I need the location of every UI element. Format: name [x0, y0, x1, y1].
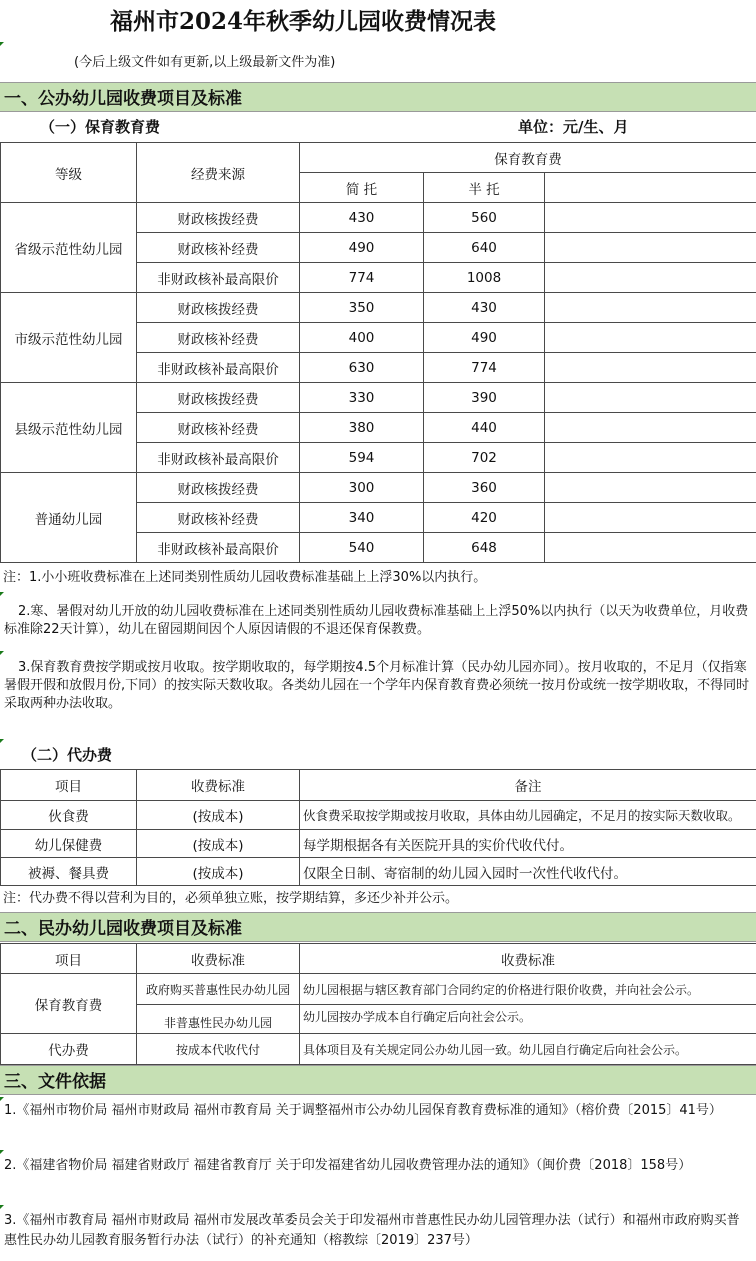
reference-1: 1.《福州市物价局 福州市财政局 福州市教育局 关于调整福州市公办幼儿园保育教育费标准的通知》（榕价费〔2015〕41号） — [4, 1103, 722, 1118]
simple-cell: 540 — [300, 533, 424, 563]
item-cell: 被褥、餐具费 — [1, 858, 137, 886]
half-cell: 648 — [424, 533, 545, 563]
item-cell: 伙食费 — [1, 801, 137, 830]
note-2: 2.寒、暑假对幼儿开放的幼儿园收费标准在上述同类别性质幼儿园收费标准基础上上浮50%以内执行（以天为收费单位，月收费标准除22天计算），幼儿在留园期间因个人原因请假的不退还保育保教费。 — [4, 604, 749, 637]
half-cell: 440 — [424, 413, 545, 443]
half-cell: 490 — [424, 323, 545, 353]
header-item: 项目 — [1, 770, 137, 801]
section2-heading: 二、民办幼儿园收费项目及标准 — [0, 912, 756, 942]
half-cell: 420 — [424, 503, 545, 533]
blank-cell — [545, 263, 756, 293]
half-cell: 640 — [424, 233, 545, 263]
standard-cell: 政府购买普惠性民办幼儿园 — [137, 974, 300, 1005]
blank-cell — [545, 473, 756, 503]
simple-cell: 350 — [300, 293, 424, 323]
header-simple: 简 托 — [300, 173, 424, 203]
item-cell: 保育教育费 — [1, 974, 137, 1034]
simple-cell: 430 — [300, 203, 424, 233]
half-cell: 390 — [424, 383, 545, 413]
simple-cell: 300 — [300, 473, 424, 503]
cell-marker — [0, 592, 4, 596]
private-fee-table — [0, 943, 756, 1065]
half-cell: 430 — [424, 293, 545, 323]
blank-cell — [545, 413, 756, 443]
header-fee: 收费标准 — [300, 944, 756, 974]
level-cell: 普通幼儿园 — [1, 473, 137, 563]
header-blank — [545, 173, 756, 203]
item-cell: 代办费 — [1, 1034, 137, 1065]
standard-cell: 按成本代收代付 — [137, 1034, 300, 1065]
header-source: 经费来源 — [137, 143, 300, 203]
source-cell: 财政核拨经费 — [137, 203, 300, 233]
note-1: 注：1.小小班收费标准在上述同类别性质幼儿园收费标准基础上上浮30%以内执行。 — [3, 570, 487, 585]
header-remark: 备注 — [300, 770, 756, 801]
unit-label: 单位：元/生、月 — [518, 118, 629, 136]
header-standard: 收费标准 — [137, 944, 300, 974]
half-cell: 560 — [424, 203, 545, 233]
source-cell: 财政核补经费 — [137, 413, 300, 443]
header-fee-group: 保育教育费 — [300, 143, 756, 173]
header-half: 半 托 — [424, 173, 545, 203]
simple-cell: 340 — [300, 503, 424, 533]
update-note: (今后上级文件如有更新,以上级最新文件为准) — [74, 55, 336, 70]
header-item: 项目 — [1, 944, 137, 974]
blank-cell — [545, 383, 756, 413]
agency-fee-table — [0, 769, 756, 886]
cell-marker — [0, 651, 4, 655]
standard-cell: 非普惠性民办幼儿园 — [137, 1005, 300, 1034]
level-cell: 县级示范性幼儿园 — [1, 383, 137, 473]
standard-cell: (按成本) — [137, 830, 300, 858]
cell-marker — [0, 42, 4, 46]
blank-cell — [545, 353, 756, 383]
remark-cell: 仅限全日制、寄宿制的幼儿园入园时一次性代收代付。 — [300, 858, 756, 886]
simple-cell: 630 — [300, 353, 424, 383]
remark-cell: 伙食费采取按学期或按月收取，具体由幼儿园确定，不足月的按实际天数收取。 — [300, 801, 756, 830]
source-cell: 财政核补经费 — [137, 233, 300, 263]
half-cell: 360 — [424, 473, 545, 503]
header-level: 等级 — [1, 143, 137, 203]
blank-cell — [545, 203, 756, 233]
source-cell: 非财政核补最高限价 — [137, 443, 300, 473]
fee-cell: 幼儿园根据与辖区教育部门合同约定的价格进行限价收费，并向社会公示。 — [300, 974, 756, 1005]
simple-cell: 594 — [300, 443, 424, 473]
reference-3: 3.《福州市教育局 福州市财政局 福州市发展改革委员会关于印发福州市普惠性民办幼儿园管理办法（试行）和福州市政府购买普惠性民办幼儿园教育服务暂行办法（试行）的补充通知（榕教综〔2019〕237号） — [4, 1213, 740, 1248]
agency-note: 注：代办费不得以营利为目的，必须单独立账，按学期结算，多还少补并公示。 — [3, 891, 459, 906]
source-cell: 非财政核补最高限价 — [137, 353, 300, 383]
part1-heading: （一）保育教育费 — [40, 118, 161, 136]
cell-marker — [0, 1150, 4, 1154]
blank-cell — [545, 323, 756, 353]
reference-2: 2.《福建省物价局 福建省财政厅 福建省教育厅 关于印发福建省幼儿园收费管理办法的通知》（闽价费〔2018〕158号） — [4, 1158, 692, 1173]
section1-heading: 一、公办幼儿园收费项目及标准 — [0, 82, 756, 112]
cell-marker — [0, 1205, 4, 1209]
remark-cell: 每学期根据各有关医院开具的实价代收代付。 — [300, 830, 756, 858]
source-cell: 财政核补经费 — [137, 323, 300, 353]
standard-cell: (按成本) — [137, 801, 300, 830]
page-title: 福州市2024年秋季幼儿园收费情况表 — [110, 8, 497, 35]
simple-cell: 380 — [300, 413, 424, 443]
fee-cell: 具体项目及有关规定同公办幼儿园一致。幼儿园自行确定后向社会公示。 — [300, 1034, 756, 1065]
simple-cell: 400 — [300, 323, 424, 353]
level-cell: 市级示范性幼儿园 — [1, 293, 137, 383]
header-standard: 收费标准 — [137, 770, 300, 801]
source-cell: 财政核拨经费 — [137, 473, 300, 503]
simple-cell: 490 — [300, 233, 424, 263]
blank-cell — [545, 233, 756, 263]
half-cell: 702 — [424, 443, 545, 473]
tuition-table — [0, 142, 756, 563]
item-cell: 幼儿保健费 — [1, 830, 137, 858]
note-3: 3.保育教育费按学期或按月收取。按学期收取的，每学期按4.5个月标准计算（民办幼儿园亦同）。按月收取的，不足月（仅指寒暑假开假和放假月份,下同）的按实际天数收取。各类幼儿园在一个学年内保育教育费必须统一按月份或统一按学期收取，不得同时采取两种办法收取。 — [4, 660, 750, 711]
blank-cell — [545, 293, 756, 323]
section3-heading: 三、文件依据 — [0, 1065, 756, 1095]
half-cell: 1008 — [424, 263, 545, 293]
blank-cell — [545, 443, 756, 473]
blank-cell — [545, 503, 756, 533]
fee-cell: 幼儿园按办学成本自行确定后向社会公示。 — [300, 1005, 756, 1034]
source-cell: 非财政核补最高限价 — [137, 533, 300, 563]
simple-cell: 774 — [300, 263, 424, 293]
part2-heading: （二）代办费 — [22, 746, 113, 764]
blank-cell — [545, 533, 756, 563]
level-cell: 省级示范性幼儿园 — [1, 203, 137, 293]
standard-cell: (按成本) — [137, 858, 300, 886]
source-cell: 财政核拨经费 — [137, 383, 300, 413]
source-cell: 非财政核补最高限价 — [137, 263, 300, 293]
half-cell: 774 — [424, 353, 545, 383]
simple-cell: 330 — [300, 383, 424, 413]
source-cell: 财政核拨经费 — [137, 293, 300, 323]
source-cell: 财政核补经费 — [137, 503, 300, 533]
